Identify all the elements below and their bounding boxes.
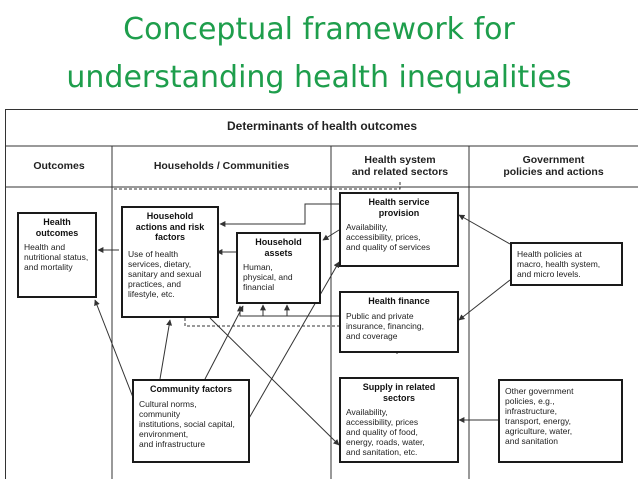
column-header-outcomes: Outcomes [33, 160, 85, 172]
column-header-health-system [331, 154, 469, 178]
arrow-community-to-actions [160, 320, 170, 379]
box-health-policies [510, 242, 623, 286]
box-health-outcomes-title: Health outcomes [35, 217, 79, 238]
dashed-top-line [112, 182, 400, 189]
box-other-policies-body: Other government policies, e.g., infrastructure, transport, energy, agriculture, water, and sanitation [505, 386, 574, 446]
box-household-assets [236, 232, 321, 304]
box-health-service-body: Availability, accessibility, prices, and quality of services [346, 222, 431, 252]
box-household-assets-body: Human, physical, and financial [243, 262, 293, 292]
arrow-service-to-actions [220, 204, 339, 224]
column-header-health-system-line-2: and related sectors [351, 166, 449, 178]
main-header: Determinants of health outcomes [226, 119, 418, 133]
box-health-finance-title: Health finance [368, 296, 430, 306]
box-health-policies-body: Health policies at macro, health system, and micro levels. [517, 249, 601, 279]
arrow-finance-to-household [240, 306, 339, 316]
box-other-policies [498, 379, 623, 463]
box-supply-related-sectors [339, 377, 459, 463]
column-header-households: Households / Communities [153, 160, 290, 172]
box-health-finance [339, 291, 459, 353]
column-header-government [469, 154, 638, 178]
arrow-policy-to-service [459, 215, 510, 244]
slide-title-line-2: understanding health inequalities [66, 60, 572, 95]
box-community-factors-title: Community factors [149, 384, 232, 394]
box-health-finance-body: Public and private insurance, financing, and coverage [346, 310, 424, 341]
box-supply-related-body: Availability, accessibility, prices and quality of food, energy, roads, water, and sanitation, etc. [346, 407, 425, 457]
box-household-assets-title: Household assets [255, 237, 302, 258]
box-supply-related-title: Supply in related sectors [362, 382, 436, 403]
box-health-outcomes [17, 212, 97, 298]
slide-title-line-1: Conceptual framework for [123, 12, 515, 47]
box-health-outcomes-body: Health and nutritional status, and mortality [24, 242, 89, 272]
box-household-actions [121, 206, 219, 318]
column-header-health-system-line-1: Health system [364, 154, 436, 166]
column-header-government-line-1: Government [522, 154, 585, 166]
box-community-factors-body: Cultural norms, community institutions, social capital, environment, and infrastructure [139, 398, 235, 449]
box-health-service-title: Health service provision [368, 197, 430, 218]
arrow-policy-to-finance [459, 280, 510, 320]
column-header-government-line-2: policies and actions [503, 166, 604, 178]
box-health-service-provision [339, 192, 459, 267]
box-household-actions-title: Household actions and risk factors [135, 211, 205, 242]
box-community-factors [132, 379, 250, 463]
box-household-actions-body: Use of health services, dietary, sanitary and sexual practices, and lifestyle, etc. [128, 248, 202, 299]
